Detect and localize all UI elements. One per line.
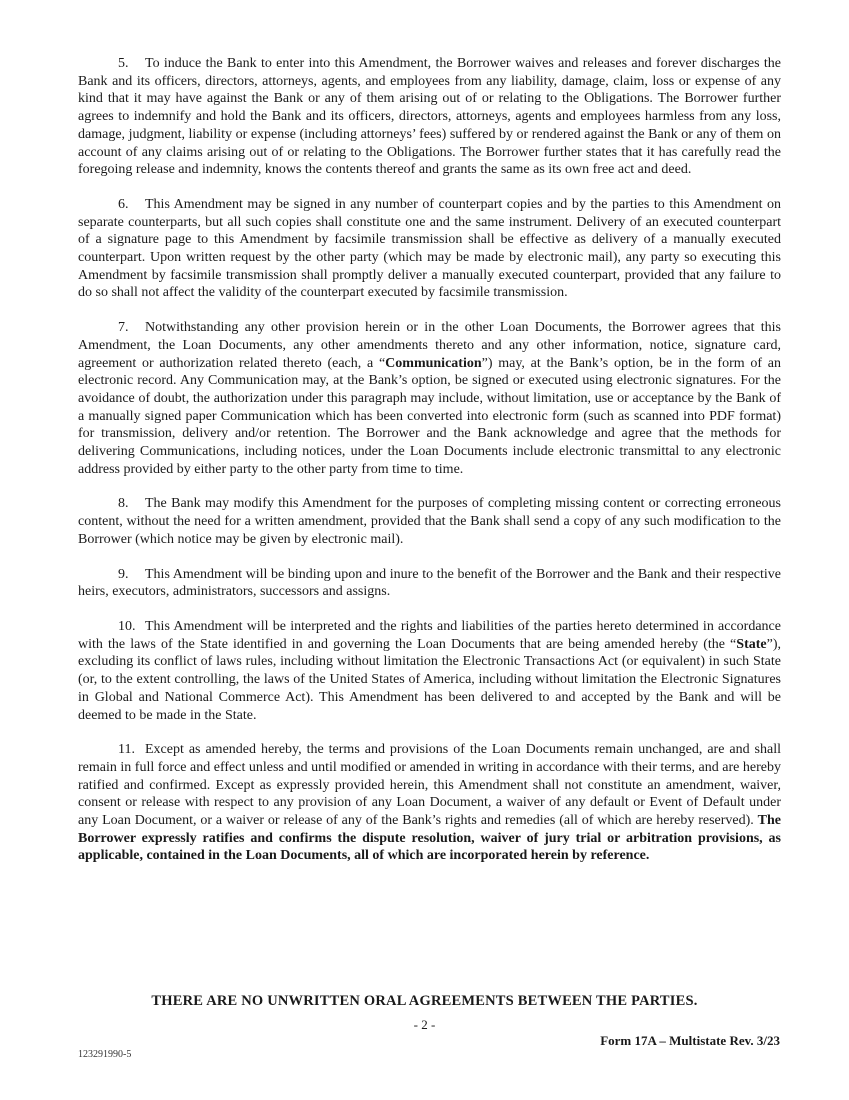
paragraph-number: 6. <box>118 196 129 212</box>
form-identifier: Form 17A – Multistate Rev. 3/23 <box>600 1033 780 1048</box>
paragraph-text: To induce the Bank to enter into this Amendment, the Borrower waives and releases and forever discharges the Bank and its officers, directors, attorneys, agents, and employees from any liability, damage, claim, loss or expense of any kind that it may have against the Bank or any of them arising out of or relating to the Obligations. The Borrower further agrees to indemnify and hold the Bank and its officers, directors, attorneys, agents and employees harmless from any loss, damage, judgment, liability or expense (including attorneys’ fees) suffered by or rendered against the Bank or any of them on account of any claims arising out of or relating to the Obligations. The Borrower further states that it has carefully read the foregoing release and indemnity, knows the contents thereof and grants the same as its own free act and deed. <box>78 56 781 178</box>
paragraph-number: 7. <box>118 320 129 336</box>
paragraph-text: Notwithstanding any other provision herein or in the other Loan Documents, the Borrower agrees that this Amendment, the Loan Documents, any other amendments thereto and any other information, notice, signature card, agreement or authorization related thereto (each, a “ <box>78 320 781 371</box>
paragraph-number: 5. <box>118 56 129 71</box>
paragraph-text: This Amendment may be signed in any number of counterpart copies and by the parties to this Amendment on separate counterparts, but all such copies shall constitute one and the same instrument. Delivery of an executed counterpart of a signature page to this Amendment by facsimile transmission shall be effective as delivery of a manually executed counterpart. Upon written request by the other party (which may be made by electronic mail), any party so executing this Amendment by facsimile transmission shall promptly deliver a manually executed counterpart, provided that any failure to do so shall not affect the validity of the counterpart executed by facsimile transmission. <box>78 196 781 301</box>
page-number: - 2 - <box>413 1017 436 1032</box>
paragraph-9 <box>78 566 781 601</box>
paragraph-10 <box>78 618 781 724</box>
paragraph-8 <box>78 495 781 548</box>
paragraph-number: 9. <box>118 566 129 582</box>
paragraph-bold-text: The Borrower expressly ratifies and confirms the dispute resolution, waiver of jury trial or arbitration provisions, as applicable, contained in the Loan Documents, all of which are incorporated herein by reference. <box>78 813 781 864</box>
paragraph-text: ”), excluding its conflict of laws rules, including without limitation the Electronic Transactions Act (or equivalent) in such State (or, to the extent controlling, the laws of the United States of America, including without limitation the Electronic Signatures in Global and National Commerce Act). This Amendment has been delivered to and accepted by the Bank and will be deemed to be made in the State. <box>78 636 781 723</box>
oral-agreements-notice: THERE ARE NO UNWRITTEN ORAL AGREEMENTS BETWEEN THE PARTIES. <box>151 993 698 1009</box>
paragraph-number: 10. <box>118 618 136 634</box>
paragraph-bold-text: Communication <box>385 355 482 371</box>
amendment-body <box>78 55 781 882</box>
paragraph-11 <box>78 741 781 865</box>
paragraph-text: Except as amended hereby, the terms and provisions of the Loan Documents remain unchanged, are and shall remain in full force and effect unless and until modified or amended in writing in accordance with their terms, and are hereby ratified and confirmed. Except as expressly provided herein, this Amendment shall not constitute an amendment, waiver, consent or release with respect to any provision of any Loan Document, a waiver of any default or Event of Default under any Loan Document, or a waiver or release of any of the Bank’s rights and remedies (all of which are hereby reserved). <box>78 742 781 829</box>
paragraph-number: 8. <box>118 496 129 512</box>
paragraph-text: The Bank may modify this Amendment for the purposes of completing missing content or correcting erroneous content, without the need for a written amendment, provided that the Bank shall send a copy of any such modification to the Borrower (which notice may be given by electronic mail). <box>78 496 781 547</box>
paragraph-5 <box>78 55 781 179</box>
document-id: 123291990-5 <box>78 1049 132 1060</box>
paragraph-6 <box>78 196 781 302</box>
paragraph-text: This Amendment will be interpreted and the rights and liabilities of the parties hereto determined in accordance with the laws of the State identified in and governing the Loan Documents that are being amended hereby (the “ <box>78 618 781 652</box>
paragraph-number: 11. <box>118 742 135 758</box>
paragraph-7 <box>78 319 781 478</box>
paragraph-text: This Amendment will be binding upon and inure to the benefit of the Borrower and the Bank and their respective heirs, executors, administrators, successors and assigns. <box>78 566 781 600</box>
paragraph-bold-text: State <box>736 636 767 652</box>
paragraph-text: ”) may, at the Bank’s option, be in the form of an electronic record. Any Communication may, at the Bank’s option, be signed or executed using electronic signatures. For the avoidance of doubt, the authorization under this paragraph may include, without limitation, use or acceptance by the Bank of a manually signed paper Communication which has been converted into electronic form (such as scanned into PDF format) for transmission, delivery and/or retention. The Borrower and the Bank acknowledge and agree that the methods for delivering Communications, including notices, under the Loan Documents include electronic transmittal to any electronic address provided by either party to the other party from time to time. <box>78 355 781 477</box>
